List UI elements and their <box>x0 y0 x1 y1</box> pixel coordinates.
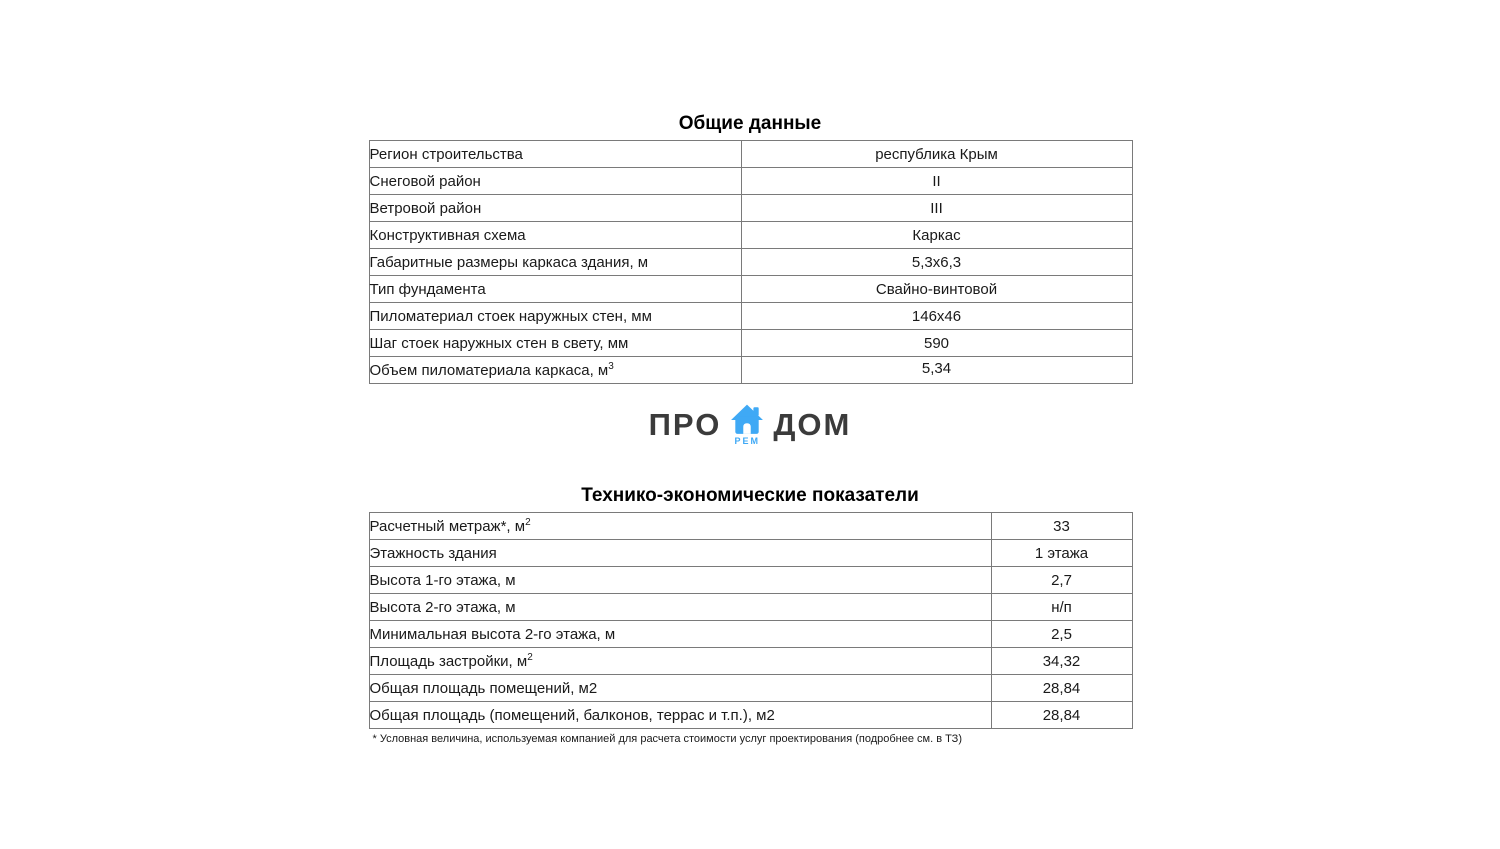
row-label: Этажность здания <box>369 540 991 567</box>
row-value: 1 этажа <box>991 540 1132 567</box>
table-row <box>369 276 1132 303</box>
row-label: Высота 2-го этажа, м <box>369 594 991 621</box>
row-value: 2,5 <box>991 621 1132 648</box>
row-label: Площадь застройки, $м^2$ <box>369 648 991 675</box>
row-label: Общая площадь (помещений, балконов, террас и т.п.), м2 <box>369 702 991 729</box>
table-row <box>369 567 1132 594</box>
row-label: Шаг стоек наружных стен в свету, мм <box>369 330 741 357</box>
row-value: 33 <box>991 513 1132 540</box>
logo-text-dom: ДОМ <box>773 407 852 442</box>
table-row <box>369 621 1132 648</box>
document-content <box>369 0 1132 745</box>
logo <box>369 399 1132 451</box>
row-label: Общая площадь помещений, м2 <box>369 675 991 702</box>
table-row <box>369 141 1132 168</box>
table-row <box>369 594 1132 621</box>
row-label: Минимальная высота 2-го этажа, м <box>369 621 991 648</box>
table-row <box>369 357 1132 384</box>
table-row <box>369 249 1132 276</box>
table-row <box>369 303 1132 330</box>
table-row <box>369 675 1132 702</box>
general-data-table <box>369 140 1133 384</box>
table-row <box>369 195 1132 222</box>
row-label: Расчетный метраж*, $м^2$ <box>369 513 991 540</box>
logo-rem-label: РЕМ <box>734 435 761 446</box>
house-icon <box>730 403 764 437</box>
row-value: 590 <box>741 330 1132 357</box>
row-label: Снеговой район <box>369 168 741 195</box>
row-label: Объем пиломатериала каркаса, $м^3$ <box>369 357 741 384</box>
row-label: Регион строительства <box>369 141 741 168</box>
table-row <box>369 222 1132 249</box>
row-value: 5,3х6,3 <box>741 249 1132 276</box>
label-superscript: 2 <box>527 651 533 663</box>
logo-text-pro: ПРО <box>648 407 722 442</box>
row-value: 34,32 <box>991 648 1132 675</box>
row-label: Высота 1-го этажа, м <box>369 567 991 594</box>
label-superscript: 3 <box>608 360 614 372</box>
label-superscript: 2 <box>525 516 531 528</box>
logo-icon-block <box>730 403 764 446</box>
table-row <box>369 168 1132 195</box>
footnote: * Условная величина, используемая компанией для расчета стоимости услуг проектирования (подробнее см. в ТЗ) <box>372 733 962 745</box>
row-value: 2,7 <box>991 567 1132 594</box>
row-value: н/п <box>991 594 1132 621</box>
general-data-title: Общие данные <box>678 113 822 134</box>
row-value: 28,84 <box>991 702 1132 729</box>
row-value: III <box>741 195 1132 222</box>
row-value: 5,34 <box>741 357 1132 384</box>
table-row <box>369 330 1132 357</box>
tech-indicators-table <box>369 512 1133 729</box>
table-row <box>369 540 1132 567</box>
tech-indicators-title: Технико-экономические показатели <box>581 485 919 506</box>
row-label: Конструктивная схема <box>369 222 741 249</box>
table-row <box>369 513 1132 540</box>
row-value: II <box>741 168 1132 195</box>
row-value: 146х46 <box>741 303 1132 330</box>
row-value: республика Крым <box>741 141 1132 168</box>
row-label: Габаритные размеры каркаса здания, м <box>369 249 741 276</box>
row-label: Пиломатериал стоек наружных стен, мм <box>369 303 741 330</box>
row-value: 28,84 <box>991 675 1132 702</box>
row-label: Тип фундамента <box>369 276 741 303</box>
row-value: Каркас <box>741 222 1132 249</box>
row-label: Ветровой район <box>369 195 741 222</box>
row-value: Свайно-винтовой <box>741 276 1132 303</box>
table-row <box>369 648 1132 675</box>
table-row <box>369 702 1132 729</box>
